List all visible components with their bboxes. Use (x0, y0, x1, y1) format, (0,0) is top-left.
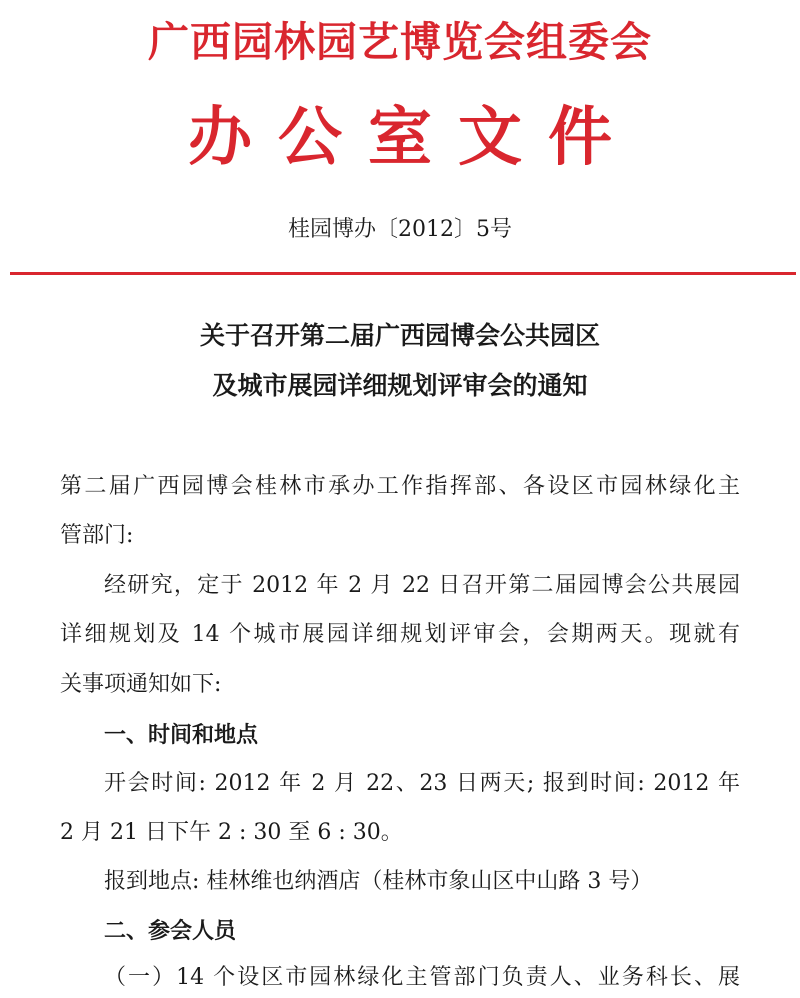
meeting-time-line-2: 2 月 21 日下午 2 : 30 至 6 : 30。 (60, 820, 403, 845)
document-type-heading: 办公室文件 (188, 100, 638, 175)
addressee-line-1: 第二届广西园博会桂林市承办工作指挥部、各设区市园林绿化主 (60, 474, 740, 499)
attendees-line-1: （一）14 个设区市园林绿化主管部门负责人、业务科长、展 (104, 965, 740, 990)
notice-title-line-1: 关于召开第二届广西园博会公共园区 (199, 321, 600, 350)
red-separator-rule (10, 272, 796, 275)
notice-title-line-2: 及城市展园详细规划评审会的通知 (212, 371, 588, 400)
section-1-heading: 一、时间和地点 (104, 722, 259, 748)
intro-line-2: 详细规划及 14 个城市展园详细规划评审会，会期两天。现就有 (60, 622, 740, 647)
section-2-heading: 二、参会人员 (104, 918, 237, 944)
addressee-line-2: 管部门: (60, 523, 134, 548)
meeting-time-line-1: 开会时间: 2012 年 2 月 22、23 日两天; 报到时间: 2012 年 (104, 771, 740, 796)
issuing-organization: 广西园林园艺博览会组委会 (148, 18, 652, 66)
intro-line-3: 关事项通知如下: (60, 672, 222, 697)
registration-location: 报到地点: 桂林维也纳酒店（桂林市象山区中山路 3 号） (104, 869, 653, 894)
intro-line-1: 经研究，定于 2012 年 2 月 22 日召开第二届园博会公共展园 (104, 573, 740, 598)
document-number: 桂园博办〔2012〕5号 (288, 217, 512, 242)
